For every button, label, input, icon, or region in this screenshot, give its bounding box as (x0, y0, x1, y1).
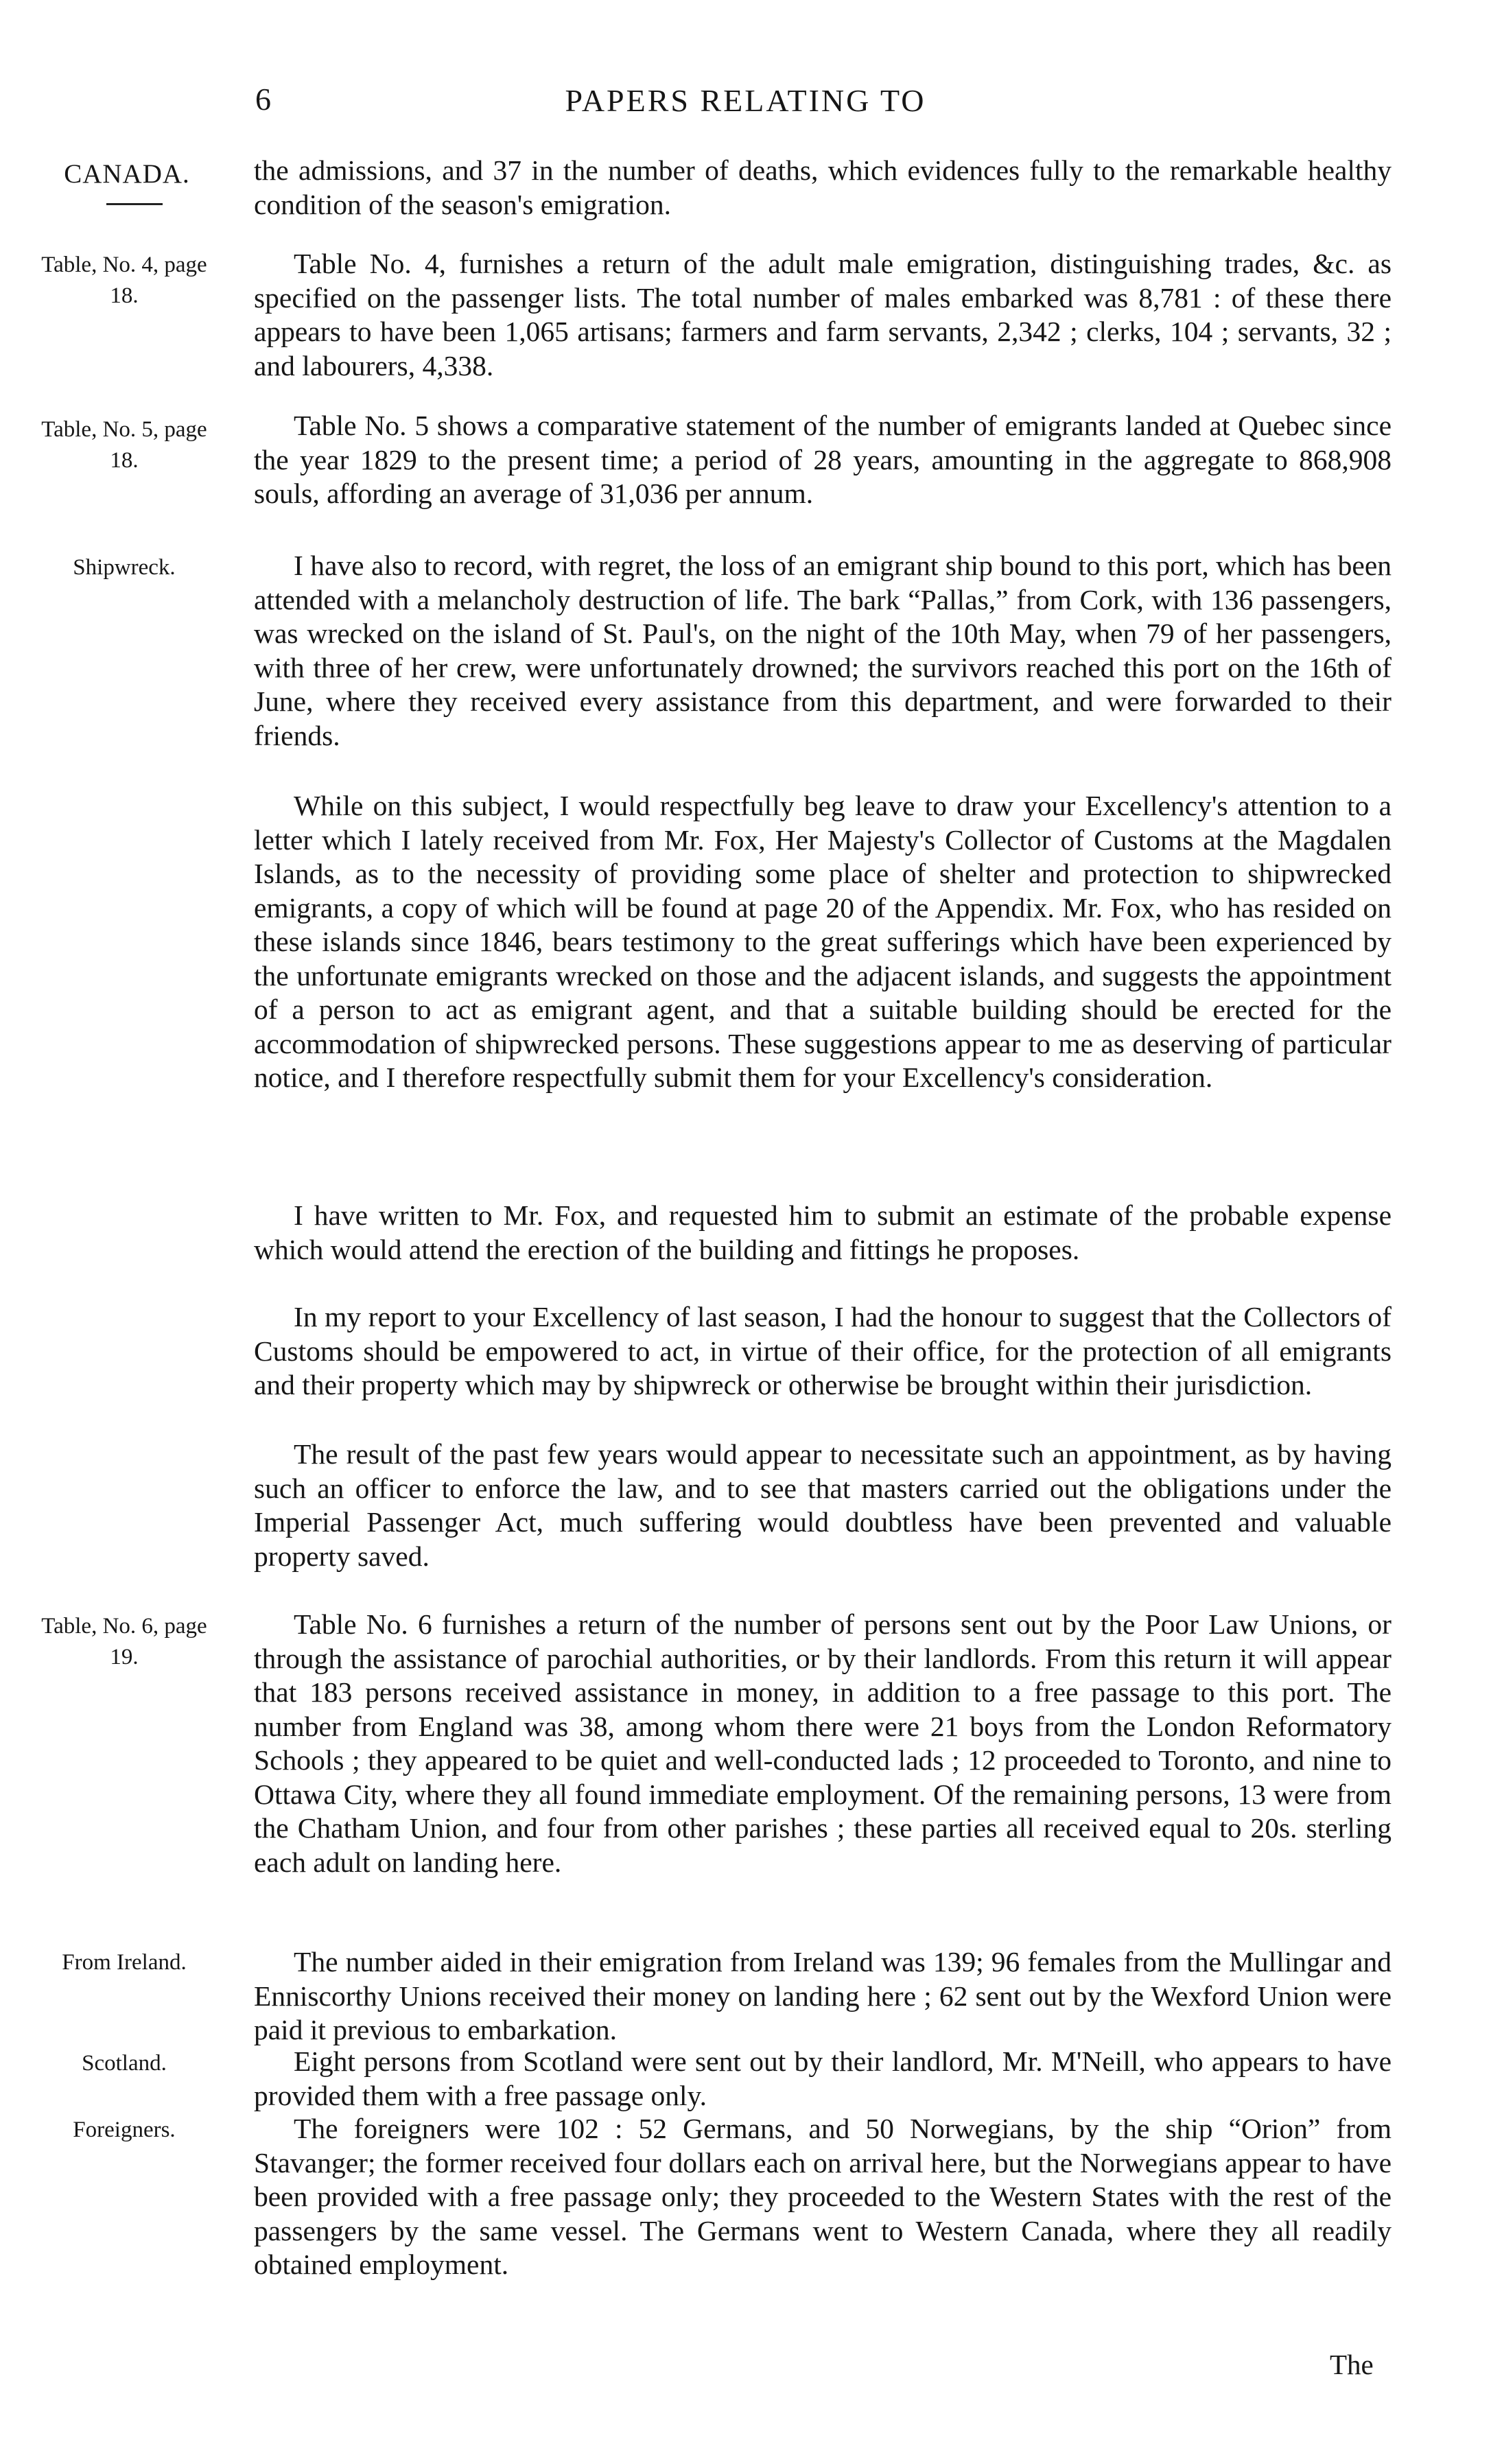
paragraph-past-years: The result of the past few years would appear to necessitate such an appointment, as by having such an officer to enforce the law, and to see that masters carried out the obligations under the Imperial Passenger Act, much suffering would doubtless have been prevented and valuable property saved. (254, 1438, 1392, 1572)
paragraph-collectors: In my report to your Excellency of last season, I had the honour to suggest that the Collectors of Customs should be empowered to act, in virtue of their office, for the protection of all emigrants and their property which may by shipwreck or otherwise be brought within their jurisdiction. (254, 1301, 1392, 1400)
page-number: 6 (255, 82, 271, 117)
margin-note-table-6: Table, No. 6, page 19. (41, 1614, 207, 1669)
paragraph-scotland: Eight persons from Scotland were sent out by their landlord, Mr. M'Neill, who appears to have provided them with a free passage only. (254, 2045, 1392, 2111)
paragraph-table-6: Table No. 6 furnishes a return of the number of persons sent out by the Poor Law Unions, or through the assistance of parochial authorities, or by their landlords. From this return it will appear that 183 persons received assistance in money, in addition to a free passage to this port. The number from England was 38, among whom there were 21 boys from the London Reformatory Schools ; they appeared to be quiet and well-conducted lads ; 12 proceeded to Toronto, and nine to Ottawa City, where they all found immediate employment. Of the remaining persons, 13 were from the Chatham Union, and four from other parishes ; these parties all received equal to 20s. sterling each adult on landing here. (254, 1608, 1392, 1878)
catchword: The (1330, 2349, 1374, 2380)
margin-note-scotland: Scotland. (82, 2051, 167, 2076)
running-title: PAPERS RELATING TO (565, 83, 926, 118)
margin-note-table-5: Table, No. 5, page 18. (41, 417, 207, 473)
paragraph-table-5: Table No. 5 shows a comparative statement of the number of emigrants landed at Quebec since the year 1829 to the present time; a period of 28 years, amounting in the aggregate to 868,908 souls, affording an average of 31,036 per annum. (254, 410, 1392, 509)
paragraph-estimate: I have written to Mr. Fox, and requested him to submit an estimate of the probable expense which would attend the erection of the building and fittings he proposes. (254, 1199, 1392, 1265)
margin-note-table-4: Table, No. 4, page 18. (41, 253, 207, 308)
paragraph-mr-fox-letter: While on this subject, I would respectfully beg leave to draw your Excellency's attention to a letter which I lately received from Mr. Fox, Her Majesty's Collector of Customs at the Magdalen Islands, as to the necessity of providing some place of shelter and protection to shipwrecked emigrants, a copy of which will be found at page 20 of the Appendix. Mr. Fox, who has resided on these islands since 1846, bears testimony to the great sufferings which have been experienced by the unfortunate emigrants wrecked on those and the adjacent islands, and suggests the appointment of a person to act as emigrant agent, and that a suitable building should be erected for the accommodation of shipwrecked persons. These suggestions appear to me as deserving of particular notice, and I therefore respectfully submit them for your Excellency's consideration. (254, 790, 1392, 1093)
margin-note-shipwreck: Shipwreck. (73, 555, 176, 580)
margin-rule (106, 203, 163, 205)
margin-note-ireland: From Ireland. (62, 1950, 187, 1975)
paragraph-shipwreck: I have also to record, with regret, the loss of an emigrant ship bound to this port, which has been attended with a melancholy destruction of life. The bark “Pallas,” from Cork, with 136 passengers, was wrecked on the island of St. Paul's, on the night of the 10th May, when 79 of her passengers, with three of her crew, were unfortunately drowned; the survivors reached this port on the 16th of June, where they received every assistance from this department, and were forwarded to their friends. (254, 550, 1392, 751)
margin-note-foreigners: Foreigners. (73, 2117, 176, 2142)
paragraph-table-4: Table No. 4, furnishes a return of the adult male emigration, distinguishing trades, &c. as specified on the passenger lists. The total number of males embarked was 8,781 : of these there appears to have been 1,065 artisans; farmers and farm servants, 2,342 ; clerks, 104 ; servants, 32 ; and labourers, 4,338. (254, 248, 1392, 382)
paragraph-ireland: The number aided in their emigration from Ireland was 139; 96 females from the Mullingar and Enniscorthy Unions received their money on landing here ; 62 sent out by the Wexford Union were paid it previous to embarkation. (254, 1946, 1392, 2045)
margin-section-heading: CANADA. (64, 159, 190, 189)
paragraph-admissions: the admissions, and 37 in the number of deaths, which evidences fully to the remarkable healthy condition of the season's emigration. (254, 154, 1392, 220)
paragraph-foreigners: The foreigners were 102 : 52 Germans, and 50 Norwegians, by the ship “Orion” from Stavanger; the former received four dollars each on arrival here, but the Norwegians appear to have been provided with a free passage only; they proceeded to the Western States with the rest of the passengers by the same vessel. The Germans went to Western Canada, where they all readily obtained employment. (254, 2113, 1392, 2280)
